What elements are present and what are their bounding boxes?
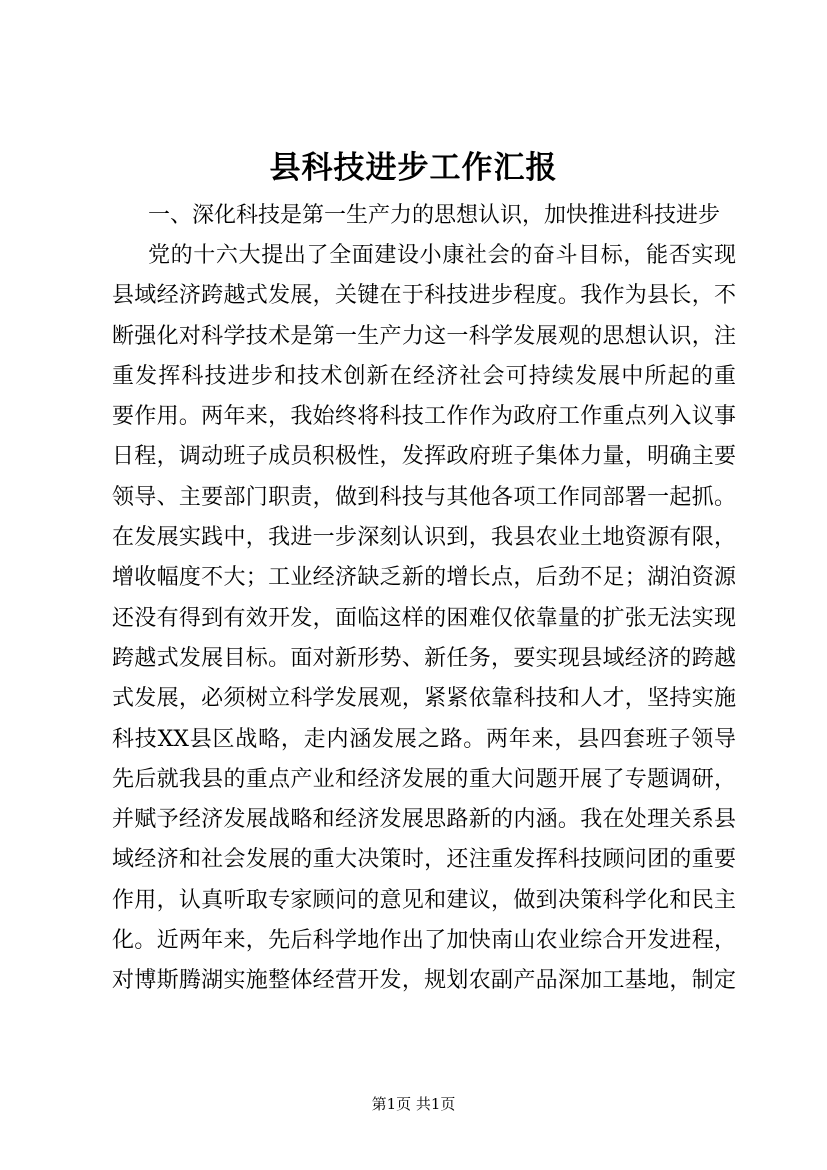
text-line: 域经济和社会发展的重大决策时，还注重发挥科技顾问团的重要 [112,847,736,873]
text-line: 式发展，必须树立科学发展观，紧紧依靠科技和人才，坚持实施 [112,686,736,712]
text-line: 要作用。两年来，我始终将科技工作作为政府工作重点列入议事 [112,404,736,430]
section-heading: 一、深化科技是第一生产力的思想认识，加快推进科技进步 [148,203,721,228]
text-line: 县域经济跨越式发展，关键在于科技进步程度。我作为县长，不 [112,283,736,309]
body-text [112,236,736,1002]
text-line: 科技XX县区战略，走内涵发展之路。两年来，县四套班子领导 [112,726,736,752]
page-number-footer: 第1页 共1页 [371,1095,456,1113]
text-line: 作用，认真听取专家顾问的意见和建议，做到决策科学化和民主 [112,887,736,913]
text-line: 日程，调动班子成员积极性，发挥政府班子集体力量，明确主要 [112,444,736,470]
text-line: 跨越式发展目标。面对新形势、新任务，要实现县域经济的跨越 [112,645,736,671]
text-line: 领导、主要部门职责，做到科技与其他各项工作同部署一起抓。 [112,484,736,510]
text-line: 先后就我县的重点产业和经济发展的重大问题开展了专题调研， [112,766,736,792]
text-line: 在发展实践中，我进一步深刻认识到，我县农业土地资源有限， [112,525,736,551]
text-line: 对博斯腾湖实施整体经营开发，规划农副产品深加工基地，制定 [112,968,736,994]
text-line: 化。近两年来，先后科学地作出了加快南山农业综合开发进程， [112,928,736,954]
document-title: 县科技进步工作汇报 [269,150,558,186]
text-line: 重发挥科技进步和技术创新在经济社会可持续发展中所起的重 [112,363,736,389]
text-line: 断强化对科学技术是第一生产力这一科学发展观的思想认识，注 [112,323,736,349]
text-line: 还没有得到有效开发，面临这样的困难仅依靠量的扩张无法实现 [112,605,736,631]
text-line: 并赋予经济发展战略和经济发展思路新的内涵。我在处理关系县 [112,807,736,833]
text-line: 增收幅度不大；工业经济缺乏新的增长点，后劲不足；湖泊资源 [112,565,736,591]
text-line: 党的十六大提出了全面建设小康社会的奋斗目标，能否实现 [148,243,736,268]
